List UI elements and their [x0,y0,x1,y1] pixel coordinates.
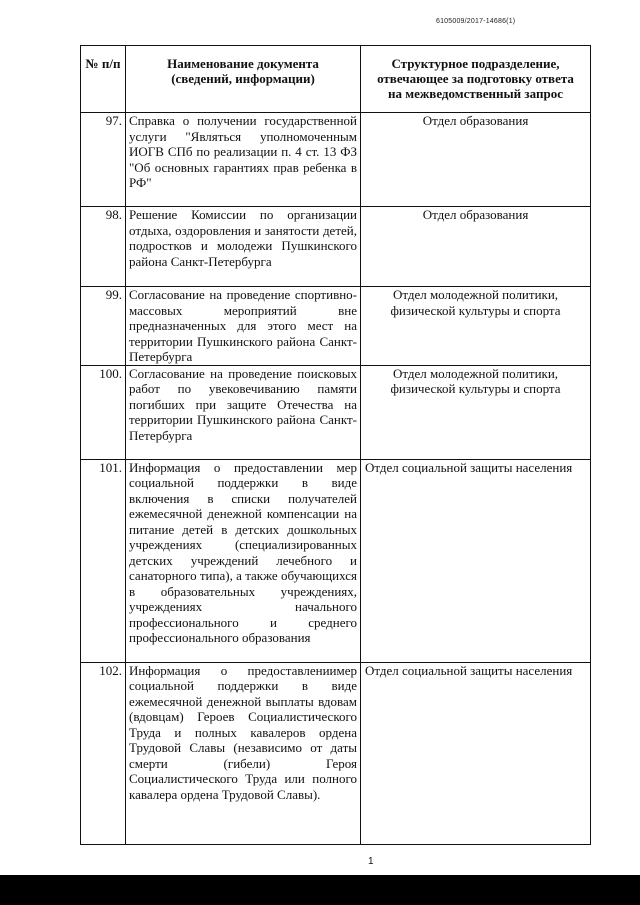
table-row [81,207,591,287]
header-dept: Структурное подразделение, отвечающее за подготовку ответа на межведомственный запрос [361,46,591,113]
row-document-name: Информация о предоставлении мер социальной поддержки в виде включения в списки получателей ежемесячной денежной компенсации на питание детей в детских дошкольных учреждениях (специализированных детских учреждений лечебного и санаторного типа), а также обучающихся в образовательных учреждениях, учреждениях начального профессионального и среднего профессионального образования [126,459,361,662]
row-document-name: Информация о предоставлениимер социальной поддержки в виде ежемесячной денежной выплаты вдовам (вдовцам) Героев Социалистического Труда и полных кавалеров ордена Трудовой Славы (независимо от даты смерти (гибели) Героя Социалистического Труда или полного кавалера ордена Трудовой Славы). [126,662,361,844]
table-row [81,365,591,459]
row-num: 100. [81,365,126,459]
row-document-name: Решение Комиссии по организации отдыха, оздоровления и занятости детей, подростков и молодежи Пушкинского района Санкт-Петербурга [126,207,361,287]
documents-table [80,45,591,845]
row-num: 102. [81,662,126,844]
table-row [81,287,591,366]
table-row [81,662,591,844]
row-department: Отдел социальной защиты населения [361,662,591,844]
row-document-name: Согласование на проведение спортивно-массовых мероприятий вне предназначенных для этого мест на территории Пушкинского района Санкт-Петербурга [126,287,361,366]
row-department: Отдел социальной защиты населения [361,459,591,662]
row-num: 101. [81,459,126,662]
row-num: 98. [81,207,126,287]
row-document-name: Согласование на проведение поисковых работ по увековечиванию памяти погибших при защите Отечества на территории Пушкинского района Санкт-Петербурга [126,365,361,459]
row-department: Отдел образования [361,113,591,207]
scan-bottom-edge [0,875,640,905]
row-department: Отдел молодежной политики, физической культуры и спорта [361,287,591,366]
table-header-row [81,46,591,113]
table-row [81,113,591,207]
row-department: Отдел образования [361,207,591,287]
document-id: 6105009/2017-14686(1) [436,18,516,25]
table-row [81,459,591,662]
page-mark: 1 [368,856,374,867]
row-document-name: Справка о получении государственной услуги "Являться уполномоченным ИОГВ СПб по реализации п. 4 ст. 13 ФЗ "Об основных гарантиях прав ребенка в РФ" [126,113,361,207]
row-num: 97. [81,113,126,207]
header-num: № п/п [81,46,126,113]
header-name: Наименование документа (сведений, информации) [126,46,361,113]
row-num: 99. [81,287,126,366]
row-department: Отдел молодежной политики, физической культуры и спорта [361,365,591,459]
